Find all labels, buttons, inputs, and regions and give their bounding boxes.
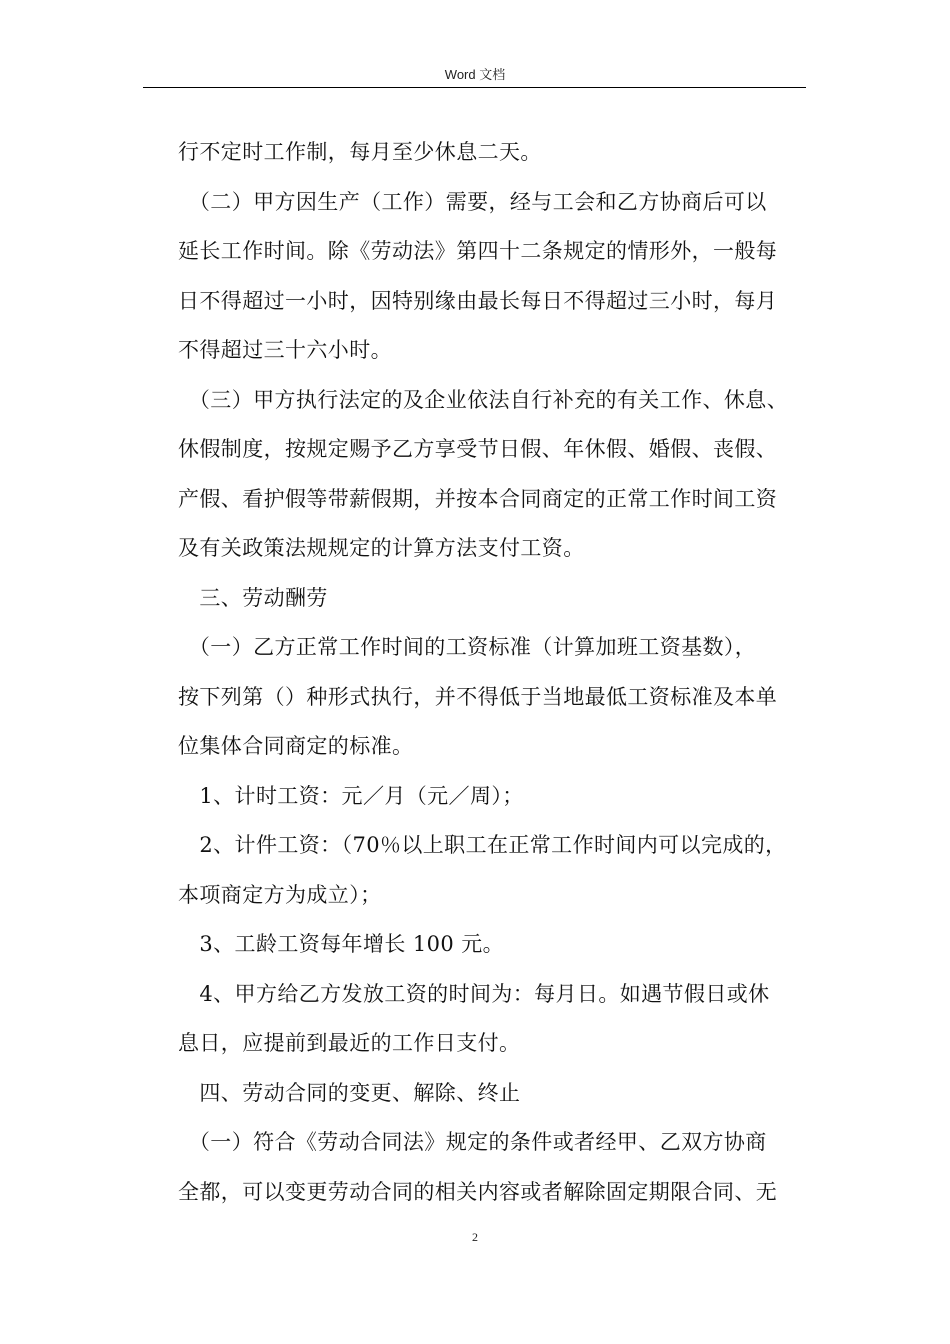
text-line: 产假、看护假等带薪假期，并按本合同商定的正常工作时间工资 xyxy=(178,486,778,511)
text-line: 3、工龄工资每年增长 100 元。 xyxy=(178,932,504,956)
text-line: （三）甲方执行法定的及企业依法自行补充的有关工作、休息、 xyxy=(178,387,789,412)
text-line: 息日，应提前到最近的工作日支付。 xyxy=(178,1031,521,1055)
page-number xyxy=(0,1230,950,1245)
text-line: 全都，可以变更劳动合同的相关内容或者解除固定期限合同、无 xyxy=(178,1179,778,1204)
text-line: （一）符合《劳动合同法》规定的条件或者经甲、乙双方协商 xyxy=(178,1130,767,1154)
text-line: （二）甲方因生产（工作）需要，经与工会和乙方协商后可以 xyxy=(178,189,767,214)
text-line: 日不得超过一小时，因特别缘由最长每日不得超过三小时，每月 xyxy=(178,288,778,313)
document-body xyxy=(178,128,818,1217)
text-line: 休假制度，按规定赐予乙方享受节日假、年休假、婚假、丧假、 xyxy=(178,437,778,461)
text-line: 不得超过三十六小时。 xyxy=(178,338,392,362)
header-divider xyxy=(143,87,806,88)
text-line: 及有关政策法规规定的计算方法支付工资。 xyxy=(178,536,585,560)
section-heading: 四、劳动合同的变更、解除、终止 xyxy=(178,1080,521,1105)
text-line: （一）乙方正常工作时间的工资标准（计算加班工资基数）， xyxy=(178,635,757,659)
header-title: Word 文档 xyxy=(444,67,506,82)
text-line: 4、甲方给乙方发放工资的时间为：每月日。如遇节假日或休 xyxy=(178,981,770,1006)
text-line: 1、计时工资：元／月（元／周）； xyxy=(178,783,524,808)
text-line: 2、计件工资：（70％以上职工在正常工作时间内可以完成的， xyxy=(178,833,787,857)
text-line: 按下列第（）种形式执行，并不得低于当地最低工资标准及本单 xyxy=(178,684,778,709)
text-line: 位集体合同商定的标准。 xyxy=(178,734,414,758)
text-line: 本项商定方为成立）； xyxy=(178,882,382,907)
text-line: 行不定时工作制，每月至少休息二天。 xyxy=(178,140,542,164)
section-heading: 三、劳动酬劳 xyxy=(178,585,328,610)
page-header xyxy=(0,66,950,84)
page-number-label: 2 xyxy=(472,1230,478,1244)
text-line: 延长工作时间。除《劳动法》第四十二条规定的情形外，一般每 xyxy=(178,239,778,263)
